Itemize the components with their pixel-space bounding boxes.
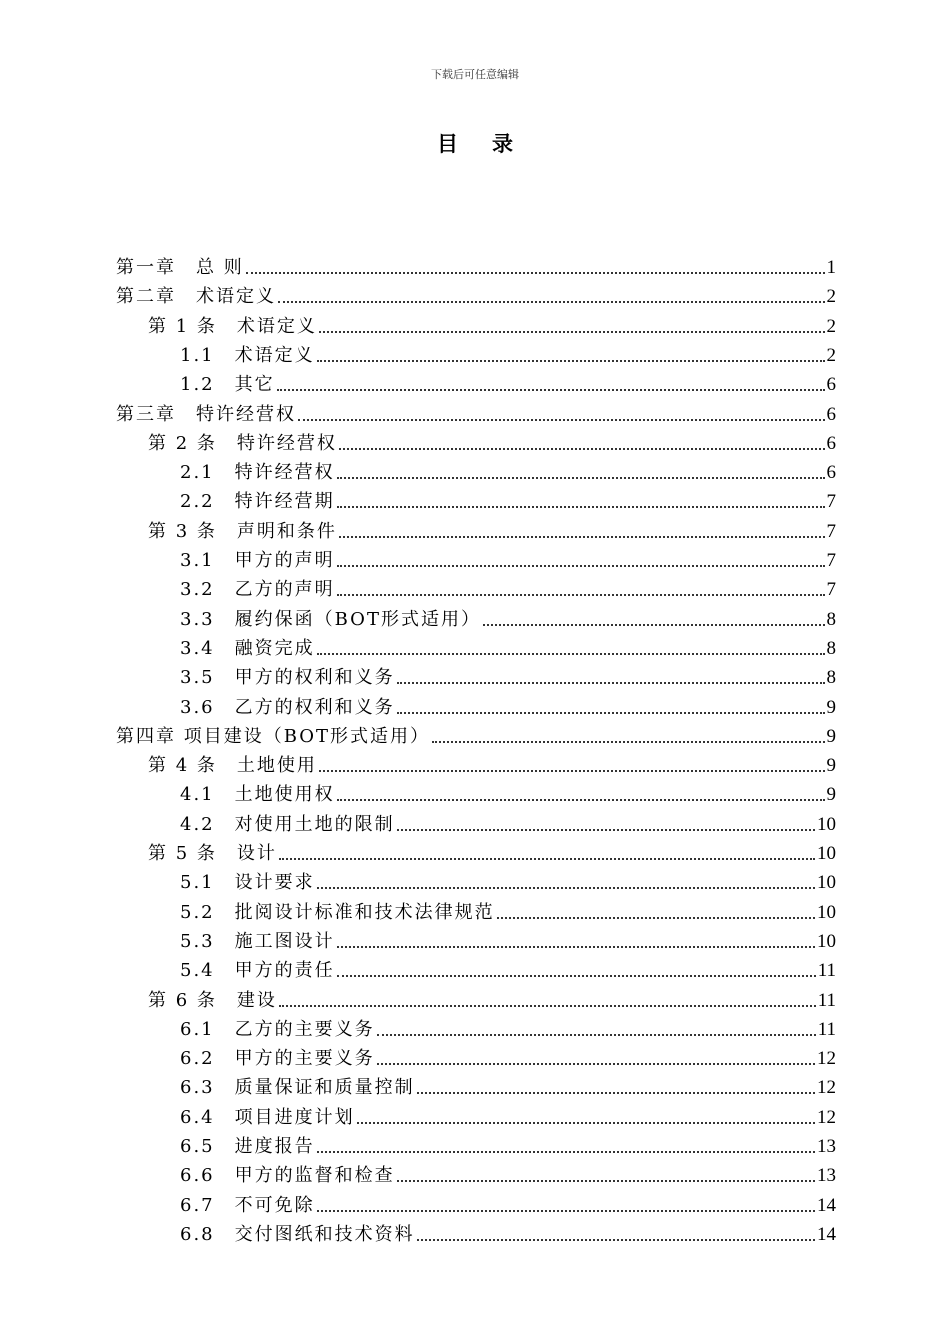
toc-entry-title: 4.2 对使用土地的限制 [180,813,395,835]
toc-dot-leader [279,1004,816,1007]
toc-entry-title: 3.4 融资完成 [180,637,315,659]
toc-entry-page-number: 10 [817,901,836,923]
toc-entry[interactable] [180,661,836,690]
toc-entry-title: 第 5 条 设计 [148,843,277,864]
toc-entry-page-number: 7 [826,579,836,601]
toc-entry-title: 6.1 乙方的主要义务 [180,1018,375,1040]
toc-entry[interactable] [180,485,836,514]
toc-entry-page-number: 2 [826,315,836,337]
toc-entry-title: 2.2 特许经营期 [180,491,335,513]
toc-entry-title: 第一章 总 则 [116,257,244,278]
toc-entry-page-number: 6 [826,462,836,484]
toc-entry[interactable] [148,310,836,339]
toc-entry-title: 4.1 土地使用权 [180,784,335,806]
toc-dot-leader [278,300,825,303]
toc-entry-title: 第 6 条 建设 [148,989,277,1011]
toc-entry[interactable] [148,515,836,544]
toc-entry-title: 第 1 条 术语定义 [148,315,317,337]
toc-entry[interactable] [116,251,836,280]
toc-entry-page-number: 10 [817,813,836,835]
toc-entry[interactable] [148,984,836,1013]
toc-entry[interactable] [180,808,836,837]
toc-dot-leader [397,1179,815,1182]
toc-entry[interactable] [180,1101,836,1130]
toc-entry-page-number: 12 [817,1048,836,1070]
toc-entry[interactable] [116,398,836,427]
toc-entry-title: 3.3 履约保函（BOT形式适用） [180,608,481,630]
toc-entry[interactable] [180,456,836,485]
toc-entry[interactable] [180,1042,836,1071]
toc-entry[interactable] [180,896,836,925]
toc-entry[interactable] [180,866,836,895]
toc-entry-title: 5.1 设计要求 [180,872,315,894]
toc-entry[interactable] [180,1130,836,1159]
toc-entry-page-number: 6 [826,374,836,396]
toc-entry-title: 1.1 术语定义 [180,344,315,366]
toc-dot-leader [397,711,825,714]
toc-dot-leader [397,828,815,831]
toc-entry-title: 第四章 项目建设（BOT形式适用） [116,725,431,747]
toc-entry[interactable] [148,427,836,456]
toc-dot-leader [483,623,825,626]
toc-entry[interactable] [148,749,836,778]
toc-entry-page-number: 7 [826,491,836,513]
toc-dot-leader [279,857,815,860]
toc-entry[interactable] [116,280,836,309]
toc-dot-leader [497,916,815,919]
toc-dot-leader [246,271,825,274]
toc-dot-leader [337,476,825,479]
toc-entry[interactable] [180,632,836,661]
toc-entry[interactable] [180,603,836,632]
toc-entry[interactable] [180,954,836,983]
toc-entry-title: 6.8 交付图纸和技术资料 [180,1223,415,1245]
toc-dot-leader [337,945,815,948]
toc-entry[interactable] [180,573,836,602]
toc-dot-leader [317,1150,815,1153]
toc-dot-leader [337,564,825,567]
toc-entry-page-number: 2 [826,286,836,308]
toc-entry-title: 第 3 条 声明和条件 [148,520,337,542]
toc-entry-page-number: 6 [826,403,836,425]
toc-entry-title: 第 2 条 特许经营权 [148,432,337,454]
toc-dot-leader [317,1209,815,1212]
toc-dot-leader [319,769,825,772]
toc-entry-page-number: 14 [817,1194,836,1216]
toc-dot-leader [337,505,825,508]
toc-entry-page-number: 9 [826,784,836,806]
toc-entry-page-number: 2 [826,344,836,366]
toc-entry[interactable] [116,720,836,749]
toc-entry[interactable] [180,1071,836,1100]
toc-dot-leader [317,886,815,889]
toc-entry-title: 3.5 甲方的权利和义务 [180,667,395,689]
toc-entry-title: 6.4 项目进度计划 [180,1106,355,1128]
toc-entry-page-number: 10 [817,872,836,894]
header-note: 下载后可任意编辑 [431,68,519,81]
toc-dot-leader [377,1033,816,1036]
toc-entry[interactable] [180,1189,836,1218]
page-title: 目录 [437,132,547,156]
toc-dot-leader [317,652,825,655]
toc-entry[interactable] [180,339,836,368]
toc-entry[interactable] [180,368,836,397]
toc-dot-leader [298,418,825,421]
toc-entry-title: 第三章 特许经营权 [116,403,296,425]
toc-entry-page-number: 14 [817,1223,836,1245]
toc-entry-title: 1.2 其它 [180,374,275,396]
toc-entry-title: 6.5 进度报告 [180,1136,315,1157]
toc-entry[interactable] [180,925,836,954]
toc-entry-title: 3.2 乙方的声明 [180,579,335,601]
toc-dot-leader [319,330,825,333]
toc-entry-page-number: 12 [817,1106,836,1128]
toc-entry-page-number: 8 [826,608,836,630]
toc-entry[interactable] [180,691,836,720]
toc-entry-page-number: 6 [826,432,836,454]
toc-entry-page-number: 9 [826,755,836,777]
toc-entry-title: 5.3 施工图设计 [180,930,335,952]
toc-entry-title: 6.2 甲方的主要义务 [180,1048,375,1070]
toc-entry-page-number: 13 [817,1165,836,1187]
toc-entry-title: 6.6 甲方的监督和检查 [180,1165,395,1187]
toc-entry-title: 3.1 甲方的声明 [180,550,335,571]
toc-entry-title: 6.7 不可免除 [180,1194,315,1216]
toc-dot-leader [337,974,816,977]
toc-dot-leader [277,388,825,391]
toc-dot-leader [339,447,825,450]
toc-entry-title: 2.1 特许经营权 [180,462,335,484]
toc-dot-leader [432,740,824,743]
toc-entry-page-number: 7 [826,550,836,571]
toc-entry-page-number: 8 [826,637,836,659]
toc-entry[interactable] [180,778,836,807]
toc-entry-title: 第二章 术语定义 [116,286,276,308]
toc-dot-leader [417,1091,815,1094]
toc-entry[interactable] [180,544,836,573]
toc-entry-title: 3.6 乙方的权利和义务 [180,696,395,718]
toc-dot-leader [377,1062,815,1065]
toc-entry-page-number: 10 [817,843,836,864]
toc-entry[interactable] [148,837,836,866]
toc-entry-page-number: 1 [826,257,836,278]
toc-entry-page-number: 11 [817,960,836,982]
toc-entry[interactable] [180,1159,836,1188]
toc-dot-leader [339,535,825,538]
toc-entry-title: 5.2 批阅设计标准和技术法律规范 [180,901,495,923]
toc-entry[interactable] [180,1013,836,1042]
toc-entry-page-number: 12 [817,1077,836,1099]
toc-entry-page-number: 11 [817,1018,836,1040]
toc-dot-leader [397,681,825,684]
toc-entry-page-number: 7 [826,520,836,542]
toc-dot-leader [357,1121,815,1124]
toc-entry-page-number: 9 [826,696,836,718]
toc-dot-leader [337,798,825,801]
toc-dot-leader [317,359,825,362]
toc-entry-title: 6.3 质量保证和质量控制 [180,1077,415,1099]
toc-entry-title: 第 4 条 土地使用 [148,755,317,777]
toc-entry-page-number: 13 [817,1136,836,1157]
toc-entry-page-number: 10 [817,930,836,952]
toc-entry-page-number: 9 [826,725,836,747]
toc-entry[interactable] [180,1218,836,1247]
toc-entry-title: 5.4 甲方的责任 [180,960,335,982]
toc-dot-leader [417,1238,815,1241]
toc-entry-page-number: 11 [817,989,836,1011]
toc-dot-leader [337,593,825,596]
toc-entry-page-number: 8 [826,667,836,689]
